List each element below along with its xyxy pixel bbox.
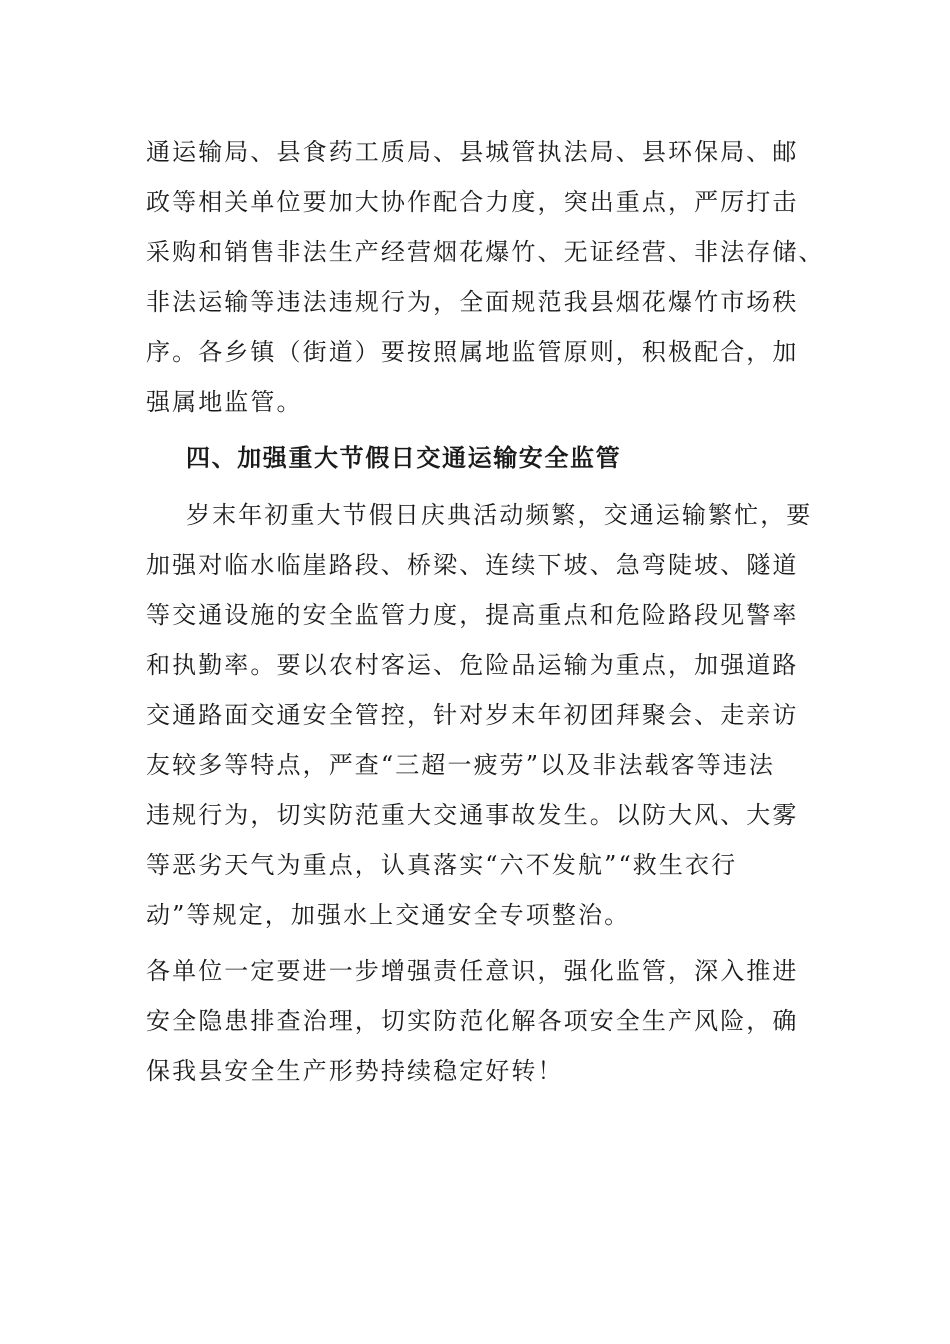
paragraph-line: 各单位一定要进一步增强责任意识，强化监管，深入推进: [146, 957, 799, 985]
paragraph-line: 采购和销售非法生产经营烟花爆竹、无证经营、非法存储、: [146, 238, 825, 266]
paragraph-line: 强属地监管。: [146, 388, 303, 416]
paragraph-line: 等交通设施的安全监管力度，提高重点和危险路段见警率: [146, 601, 799, 629]
paragraph-line: 安全隐患排查治理，切实防范化解各项安全生产风险，确: [146, 1007, 799, 1035]
paragraph-line: 动”等规定，加强水上交通安全专项整治。: [146, 901, 631, 929]
paragraph-line: 和执勤率。要以农村客运、危险品运输为重点，加强道路: [146, 651, 799, 679]
section-heading: 四、加强重大节假日交通运输安全监管: [186, 444, 622, 472]
paragraph-line: 政等相关单位要加大协作配合力度，突出重点，严厉打击: [146, 188, 799, 216]
paragraph-line: 非法运输等违法违规行为，全面规范我县烟花爆竹市场秩: [146, 288, 799, 316]
paragraph-line: 岁末年初重大节假日庆典活动频繁，交通运输繁忙，要: [186, 501, 813, 529]
paragraph-line: 交通路面交通安全管控，针对岁末年初团拜聚会、走亲访: [146, 701, 799, 729]
paragraph-line: 保我县安全生产形势持续稳定好转！: [146, 1057, 564, 1085]
paragraph-line: 友较多等特点，严查“三超一疲劳”以及非法载客等违法: [146, 751, 776, 779]
paragraph-line: 通运输局、县食药工质局、县城管执法局、县环保局、邮: [146, 138, 799, 166]
paragraph-line: 序。各乡镇（街道）要按照属地监管原则，积极配合，加: [146, 338, 799, 366]
paragraph-line: 等恶劣天气为重点，认真落实“六不发航”“救生衣行: [146, 851, 738, 879]
paragraph-line: 加强对临水临崖路段、桥梁、连续下坡、急弯陡坡、隧道: [146, 551, 799, 579]
paragraph-line: 违规行为，切实防范重大交通事故发生。以防大风、大雾: [146, 801, 799, 829]
